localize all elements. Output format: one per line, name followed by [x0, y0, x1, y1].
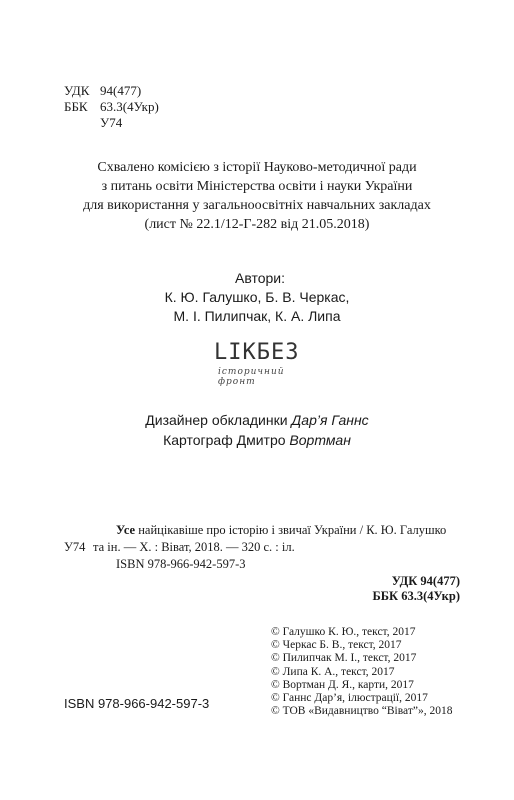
cartographer-name: Вортман: [289, 432, 351, 448]
catalog-udk: УДК 94(477): [391, 574, 460, 588]
publisher-logo: [214, 340, 308, 390]
approval-line: для використання у загальноосвітніх навчальних закладах: [83, 198, 431, 213]
credits-block: [0, 410, 514, 450]
author-mark: У74: [100, 115, 123, 130]
logo-tagline: історичний фронт: [218, 367, 285, 387]
copyright-block: [271, 626, 452, 718]
copyright-line: © Галушко К. Ю., текст, 2017: [271, 626, 416, 638]
catalog-isbn: ISBN 978-966-942-597-3: [116, 557, 246, 571]
bbk-label: ББК: [64, 99, 88, 114]
catalog-mark: У74: [64, 540, 86, 554]
approval-statement: [0, 158, 514, 234]
authors-label: Автори:: [234, 270, 285, 286]
authors-line: М. І. Пилипчак, К. А. Липа: [173, 308, 341, 324]
copyright-line: © Пилипчак М. І., текст, 2017: [271, 652, 417, 665]
udk-value: 94(477): [100, 83, 142, 98]
designer-name: Дар’я Ганнс: [291, 412, 369, 428]
catalog-title-rest: найцікавіше про історію і звичаї України / К. Ю. Галушко: [135, 523, 447, 537]
copyright-line: © Вортман Д. Я., карти, 2017: [271, 678, 414, 691]
cartographer-role: Картограф Дмитро: [163, 432, 286, 448]
authors-list: [0, 288, 514, 326]
designer-credit: [0, 410, 514, 430]
authors-line: К. Ю. Галушко, Б. В. Черкас,: [164, 289, 350, 305]
catalog-title-bold: Усе: [116, 523, 136, 537]
copyright-line: © Липа К. А., текст, 2017: [271, 665, 395, 678]
copyright-line: © Ганнс Дар’я, ілюстрації, 2017: [271, 692, 428, 705]
copyright-line: © ТОВ «Видавництво “Віват”», 2018: [271, 705, 453, 718]
copyright-line: © Черкас Б. В., текст, 2017: [271, 639, 402, 652]
catalog-bbk: ББК 63.3(4Укр): [372, 589, 460, 603]
isbn-bottom: ISBN 978-966-942-597-3: [64, 696, 210, 711]
udk-label: УДК: [64, 83, 90, 98]
approval-line: Схвалено комісією з історії Науково-методичної ради: [97, 160, 417, 175]
bbk-value: 63.3(4Укр): [100, 99, 159, 114]
approval-line: з питань освіти Міністерства освіти і науки України: [101, 179, 413, 194]
approval-line: (лист № 22.1/12-Г-282 від 21.05.2018): [144, 217, 370, 232]
designer-role: Дизайнер обкладинки: [145, 412, 288, 428]
catalog-imprint-line: та ін. — Х. : Віват, 2018. — 320 с. : іл.: [93, 540, 295, 554]
logo-word: LIKБЕЗ: [214, 340, 300, 365]
classification-block: [64, 82, 184, 132]
cartographer-credit: [0, 430, 514, 450]
catalog-title-line: [116, 522, 446, 539]
